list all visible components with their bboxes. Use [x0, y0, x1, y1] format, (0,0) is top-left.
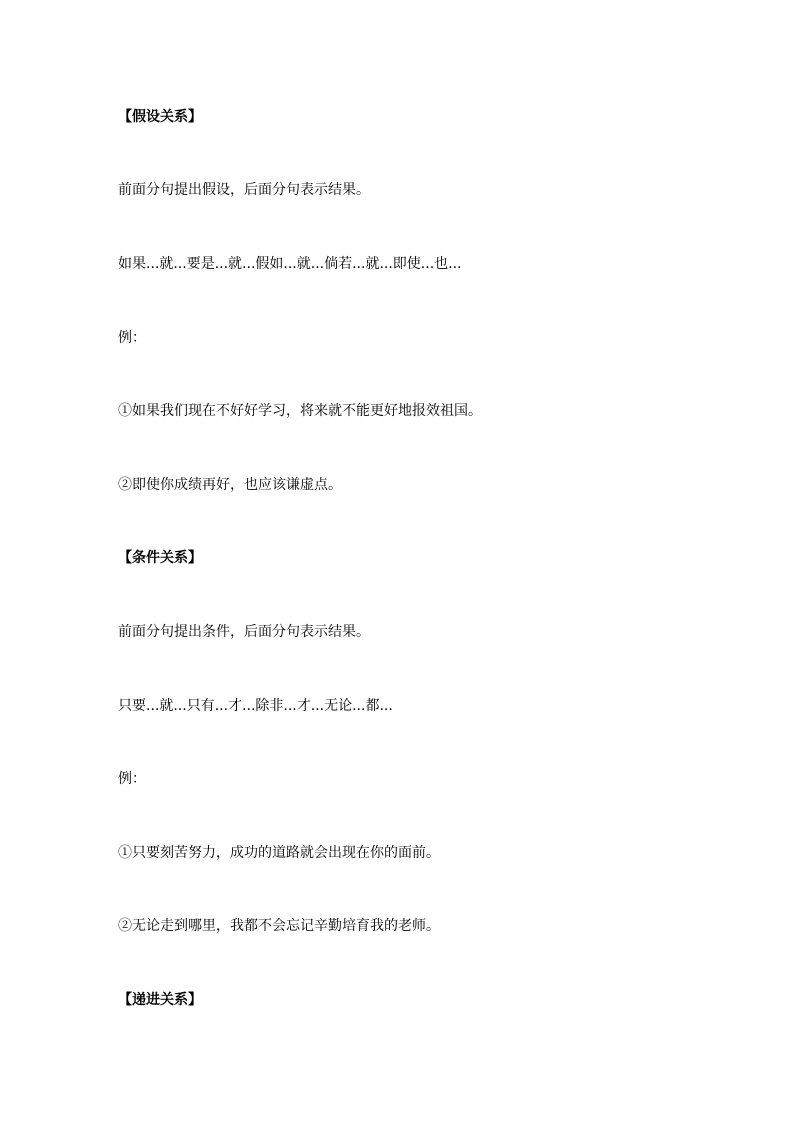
example-label: 例：: [118, 330, 146, 346]
connectives-list: 只要...就...只有...才...除非...才...无论...都...: [118, 698, 393, 714]
section-description: 前面分句提出假设，后面分句表示结果。: [118, 182, 370, 198]
example-sentence: ①只要刻苦努力，成功的道路就会出现在你的面前。: [118, 845, 440, 861]
example-label: 例：: [118, 771, 146, 787]
example-sentence: ①如果我们现在不好好学习，将来就不能更好地报效祖国。: [118, 403, 482, 419]
section-heading-condition: 【条件关系】: [118, 550, 202, 566]
connectives-list: 如果...就...要是...就...假如...就...倘若...就...即使...也...: [118, 256, 462, 272]
section-heading-hypothesis: 【假设关系】: [118, 109, 202, 125]
example-sentence: ②即使你成绩再好，也应该谦虚点。: [118, 477, 342, 493]
section-description: 前面分句提出条件，后面分句表示结果。: [118, 624, 370, 640]
section-heading-progression: 【递进关系】: [118, 992, 202, 1008]
example-sentence: ②无论走到哪里，我都不会忘记辛勤培育我的老师。: [118, 918, 440, 934]
